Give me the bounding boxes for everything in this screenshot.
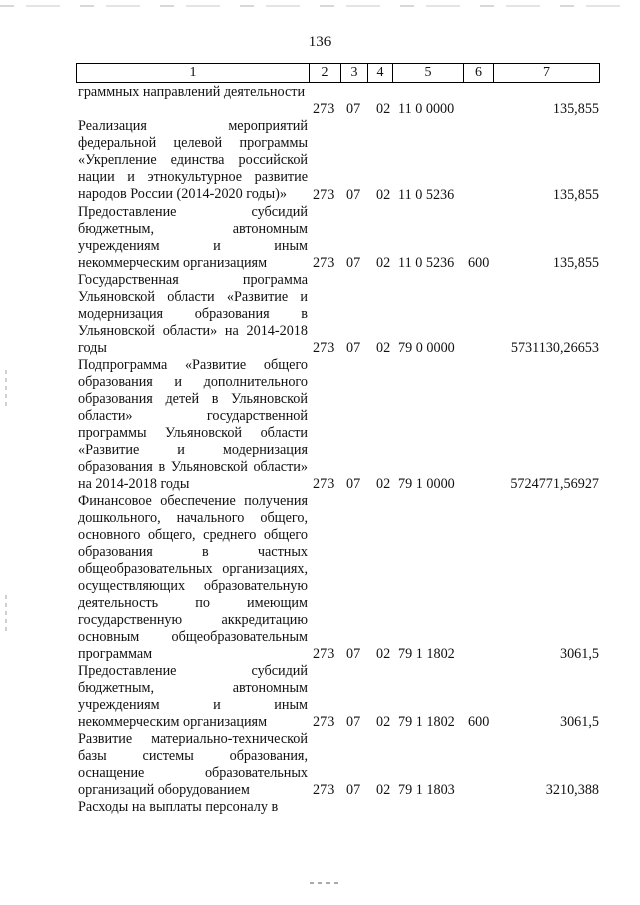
row-code-rz: 07 xyxy=(346,340,361,356)
row-code-csr: 11 0 0000 xyxy=(398,101,455,117)
row-code-csr: 79 1 1802 xyxy=(398,714,455,730)
row-description: Предоставление субсидий бюджетным, автономным учреждениям и иным некоммерческим организациям xyxy=(78,663,308,730)
row-description: граммных направлений деятельности xyxy=(78,84,306,100)
header-col-5: 5 xyxy=(393,63,464,83)
scan-artifact-top xyxy=(0,5,640,7)
row-code-pr: 02 xyxy=(376,714,391,730)
row-code-rz: 07 xyxy=(346,476,361,492)
row-amount: 3061,5 xyxy=(559,646,599,662)
header-col-3: 3 xyxy=(341,63,368,83)
row-amount: 5724771,56927 xyxy=(510,476,599,492)
row-amount: 3061,5 xyxy=(559,714,599,730)
header-col-7: 7 xyxy=(494,63,600,83)
row-code-kvsr: 273 xyxy=(313,187,335,203)
scan-artifact-left xyxy=(5,595,7,633)
row-code-pr: 02 xyxy=(376,782,391,798)
row-code-csr: 79 1 1802 xyxy=(398,646,455,662)
page-number: 136 xyxy=(308,34,332,50)
header-col-4: 4 xyxy=(368,63,393,83)
row-code-pr: 02 xyxy=(376,476,391,492)
row-code-vr: 600 xyxy=(468,714,490,730)
row-code-kvsr: 273 xyxy=(313,646,335,662)
row-code-kvsr: 273 xyxy=(313,714,335,730)
row-code-pr: 02 xyxy=(376,187,391,203)
header-col-1: 1 xyxy=(76,63,310,83)
scan-artifact-left xyxy=(5,370,7,408)
row-code-pr: 02 xyxy=(376,340,391,356)
row-code-pr: 02 xyxy=(376,255,391,271)
row-code-rz: 07 xyxy=(346,255,361,271)
row-code-rz: 07 xyxy=(346,187,361,203)
row-amount: 5731130,26653 xyxy=(510,340,599,356)
row-amount: 3210,388 xyxy=(545,782,599,798)
row-code-kvsr: 273 xyxy=(313,101,335,117)
scan-artifact-bottom xyxy=(310,882,340,884)
row-code-csr: 11 0 5236 xyxy=(398,187,455,203)
row-code-csr: 79 1 0000 xyxy=(398,476,455,492)
row-description: Финансовое обеспечение получения дошкольного, начального общего, основного общего, среднего общего образования в частных общеобразовательных организациях, осуществляющих образовательную деятельность по имеющим государственную аккредитацию основным общеобразовательным программам xyxy=(78,493,308,662)
row-code-pr: 02 xyxy=(376,101,391,117)
row-amount: 135,855 xyxy=(552,187,599,203)
row-code-kvsr: 273 xyxy=(313,476,335,492)
row-code-rz: 07 xyxy=(346,714,361,730)
row-description: Предоставление субсидий бюджетным, автономным учреждениям и иным некоммерческим организациям xyxy=(78,204,308,271)
row-code-csr: 79 1 1803 xyxy=(398,782,455,798)
row-code-csr: 79 0 0000 xyxy=(398,340,455,356)
row-description: Развитие материально-технической базы системы образования, оснащение образовательных организаций оборудованием xyxy=(78,731,308,798)
row-code-kvsr: 273 xyxy=(313,340,335,356)
row-code-vr: 600 xyxy=(468,255,490,271)
row-amount: 135,855 xyxy=(552,101,599,117)
row-code-pr: 02 xyxy=(376,646,391,662)
row-code-rz: 07 xyxy=(346,101,361,117)
row-description: Реализация мероприятий федеральной целевой программы «Укрепление единства российской нации и этнокультурное развитие народов России (2014-2020 годы)» xyxy=(78,118,308,202)
header-col-6: 6 xyxy=(464,63,494,83)
row-description: Государственная программа Ульяновской области «Развитие и модернизация образования в Ульяновской области» на 2014-2018 годы xyxy=(78,272,308,356)
header-col-2: 2 xyxy=(310,63,341,83)
row-code-rz: 07 xyxy=(346,646,361,662)
row-description: Расходы на выплаты персоналу в xyxy=(78,799,279,815)
row-code-kvsr: 273 xyxy=(313,255,335,271)
row-code-rz: 07 xyxy=(346,782,361,798)
row-description: Подпрограмма «Развитие общего образования и дополнительного образования детей в Ульяновской области» государственной программы Ульяновской области «Развитие и модернизация образования в Ульяновской области» на 2014-2018 годы xyxy=(78,357,308,492)
row-code-csr: 11 0 5236 xyxy=(398,255,455,271)
row-code-kvsr: 273 xyxy=(313,782,335,798)
row-amount: 135,855 xyxy=(552,255,599,271)
